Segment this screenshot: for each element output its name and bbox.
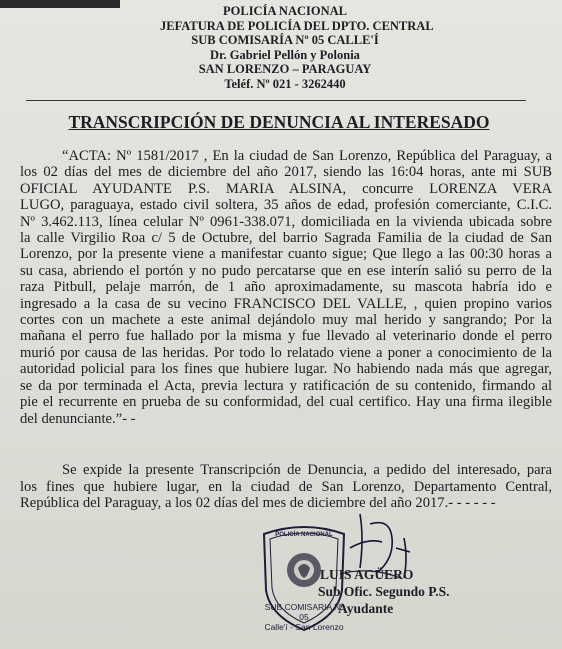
closing-paragraph: [20, 462, 552, 512]
acta-line: raza Pitbull, pelaje marrón, de 1 año aproximadamente, su mascota habría ido e: [20, 279, 552, 296]
signer-name: LUIS AGÜERO: [320, 567, 414, 582]
acta-line: ingresado a la casa de su vecino FRANCISCO DEL VALLE, , quien propino varios: [20, 295, 552, 312]
header-divider: [26, 100, 526, 101]
letterhead: [160, 4, 434, 92]
acta-line: del denunciante.”- -: [20, 410, 136, 427]
acta-line: los 02 días del mes de diciembre del año 2017, siendo las 16:04 horas, ante mi SUB: [20, 164, 552, 181]
signer-rank: Sub Ofic. Segundo P.S.: [318, 584, 450, 599]
signature-block: [318, 566, 450, 617]
acta-line: “ACTA: Nº 1581/2017 , En la ciudad de San Lorenzo, República del Paraguay, a: [62, 148, 552, 164]
header-line-3: SUB COMISARÍA Nº 05 CALLE'Í: [191, 33, 379, 48]
closing-line: República del Paraguay, a los 02 días del mes de diciembre del año 2017.- - - - - -: [20, 495, 496, 512]
acta-line: Nº 3.462.113, línea celular Nº 0961-338.071, domiciliada en la vivienda ubicada sobre: [20, 213, 552, 230]
header-line-6: Teléf. Nº 021 - 3262440: [224, 76, 346, 91]
seal-line-1: SUB COMISARIA Nº 05: [264, 602, 344, 622]
seal-top-text: POLICÍA NACIONAL: [275, 532, 333, 538]
header-line-1: POLICÍA NACIONAL: [223, 4, 347, 18]
header-line-5: SAN LORENZO – PARAGUAY: [198, 62, 372, 77]
acta-line: se da por terminada el Acta, previa lectura y ratificación de su contenido, firmando al: [20, 377, 552, 394]
acta-line: Lorenzo, por la presente viene a manifestar cuanto sigue; Que llego a las 00:30 horas a: [20, 246, 552, 263]
acta-line: murió por causa de las heridas. Por todo lo relatado viene a poner a conocimiento de la: [20, 344, 552, 361]
closing-line: Se expide la presente Transcripción de Denuncia, a pedido del interesado, para: [62, 462, 552, 478]
header-line-2: JEFATURA DE POLICÍA DEL DPTO. CENTRAL: [160, 18, 434, 33]
acta-line: su casa, abriendo el portón y no pudo percatarse que en ese interín salió su perro de la: [20, 262, 552, 279]
top-edge-strip: [0, 0, 120, 8]
acta-line: autoridad policial para los fines que hubiere lugar. No habiendo nada más que agregar,: [20, 361, 552, 378]
signer-role: Ayudante: [338, 601, 394, 616]
acta-line: OFICIAL AYUDANTE P.S. MARIA ALSINA, concurre LORENZA VERA: [20, 180, 552, 197]
acta-line: pie el recurrente en prueba de su conformidad, del cual certifico. Hay una firma ilegible: [20, 394, 552, 411]
acta-line: mañana el perro fue hallado por la misma y fue llevado al veterinario donde el perro: [20, 328, 552, 345]
acta-line: cortes con un machete a este animal dejándolo muy mal herido y sangrando; Por la: [20, 312, 552, 329]
acta-line: LUGO, paraguaya, estado civil soltera, 35 años de edad, profesión comerciante, C.I.C.: [20, 197, 552, 214]
document-title: TRANSCRIPCIÓN DE DENUNCIA AL INTERESADO: [68, 112, 490, 132]
acta-line: la calle Virgilio Roa c/ 5 de Octubre, del barrio Sagrada Familia de la ciudad de San: [20, 230, 552, 247]
seal-line-2: Calle'í - San Lorenzo: [264, 622, 344, 632]
acta-body: [20, 148, 552, 427]
closing-line: los fines que hubiere lugar, en la ciudad de San Lorenzo, Departamento Central,: [20, 478, 552, 495]
header-line-4: Dr. Gabriel Pellón y Polonia: [210, 47, 360, 62]
